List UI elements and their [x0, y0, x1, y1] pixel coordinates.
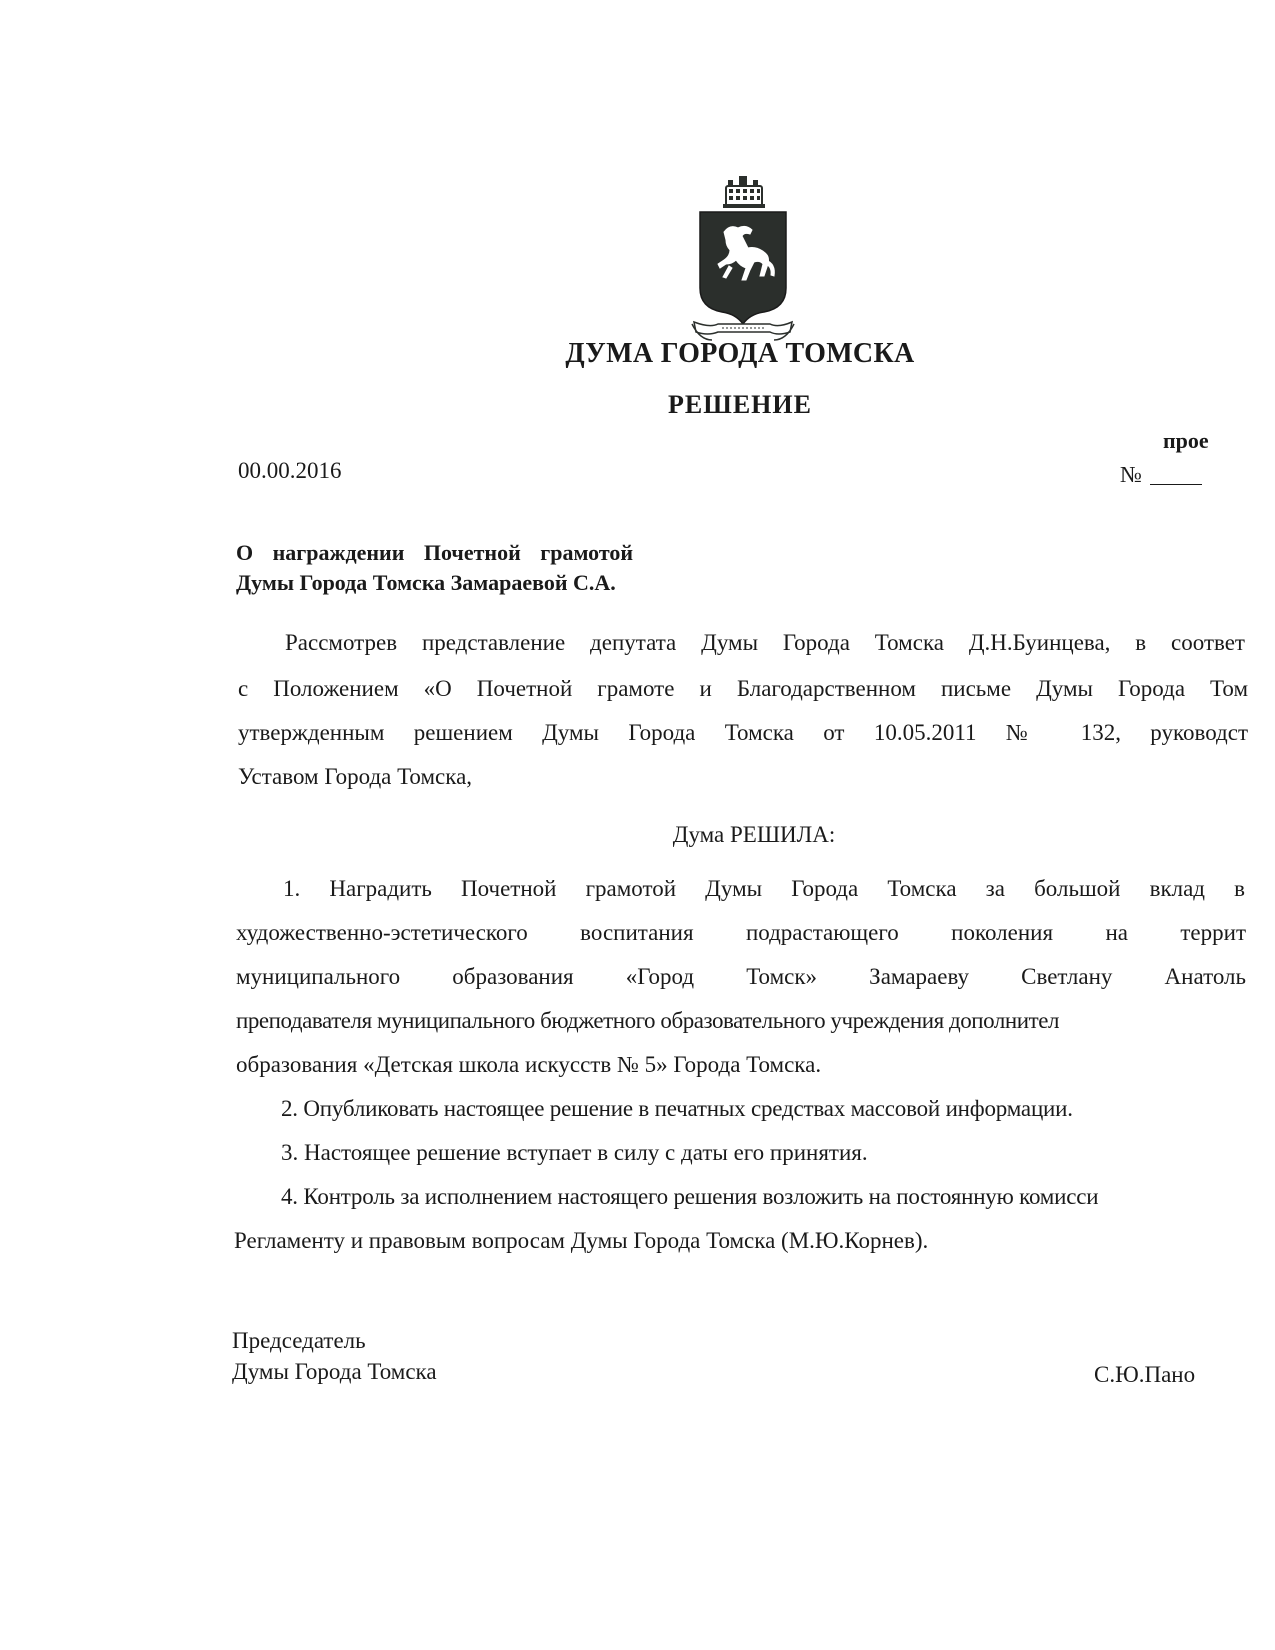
signatory-role [232, 1325, 437, 1387]
item-4-line-1: 4. Контроль за исполнением настоящего решения возложить на постоянную комисси [281, 1184, 1099, 1209]
preamble-line-4: Уставом Города Томска, [238, 764, 473, 789]
crown-icon [723, 176, 765, 208]
subject-line-2: Думы Города Томска Замараевой С.А. [236, 570, 616, 595]
preamble-line-2: с Положением «О Почетной грамоте и Благодарственном письме Думы Города Том [238, 676, 1248, 701]
org-title: ДУМА ГОРОДА ТОМСКА [565, 338, 915, 369]
item-1-line-4: преподавателя муниципального бюджетного образовательного учреждения дополнител [236, 1008, 1060, 1033]
document-type-heading: РЕШЕНИЕ [668, 390, 812, 419]
subject-line-1: О награждении Почетной грамотой [236, 540, 634, 565]
signatory-name: С.Ю.Пано [1094, 1362, 1196, 1387]
preamble-line-1: Рассмотрев представление депутата Думы Города Томска Д.Н.Буинцева, в соответ [285, 630, 1245, 655]
document-date: 00.00.2016 [238, 458, 342, 483]
number-label: № [1120, 462, 1142, 487]
item-1-line-2: художественно-эстетического воспитания подрастающего поколения на террит [236, 920, 1246, 945]
number-blank-line [1150, 484, 1202, 485]
draft-mark: прое [1163, 428, 1209, 453]
item-4-line-2: Регламенту и правовым вопросам Думы Города Томска (М.Ю.Корнев). [234, 1228, 929, 1253]
item-1-line-5: образования «Детская школа искусств № 5» Города Томска. [236, 1052, 822, 1077]
item-2: 2. Опубликовать настоящее решение в печатных средствах массовой информации. [281, 1096, 1073, 1121]
item-3: 3. Настоящее решение вступает в силу с даты его принятия. [281, 1140, 868, 1165]
item-1-line-1: 1. Наградить Почетной грамотой Думы Города Томска за большой вклад в [283, 876, 1245, 901]
document-number [1120, 462, 1202, 488]
document-subject [236, 538, 633, 598]
resolve-heading: Дума РЕШИЛА: [672, 822, 836, 847]
tomsk-coat-of-arms-icon [690, 172, 796, 346]
signatory-role-line-2: Думы Города Томска [232, 1359, 437, 1384]
signatory-role-line-1: Председатель [232, 1328, 366, 1353]
preamble-line-3: утвержденным решением Думы Города Томска от 10.05.2011 № 132, руководст [238, 720, 1248, 745]
item-1-line-3: муниципального образования «Город Томск» Замараеву Светлану Анатоль [236, 964, 1246, 989]
